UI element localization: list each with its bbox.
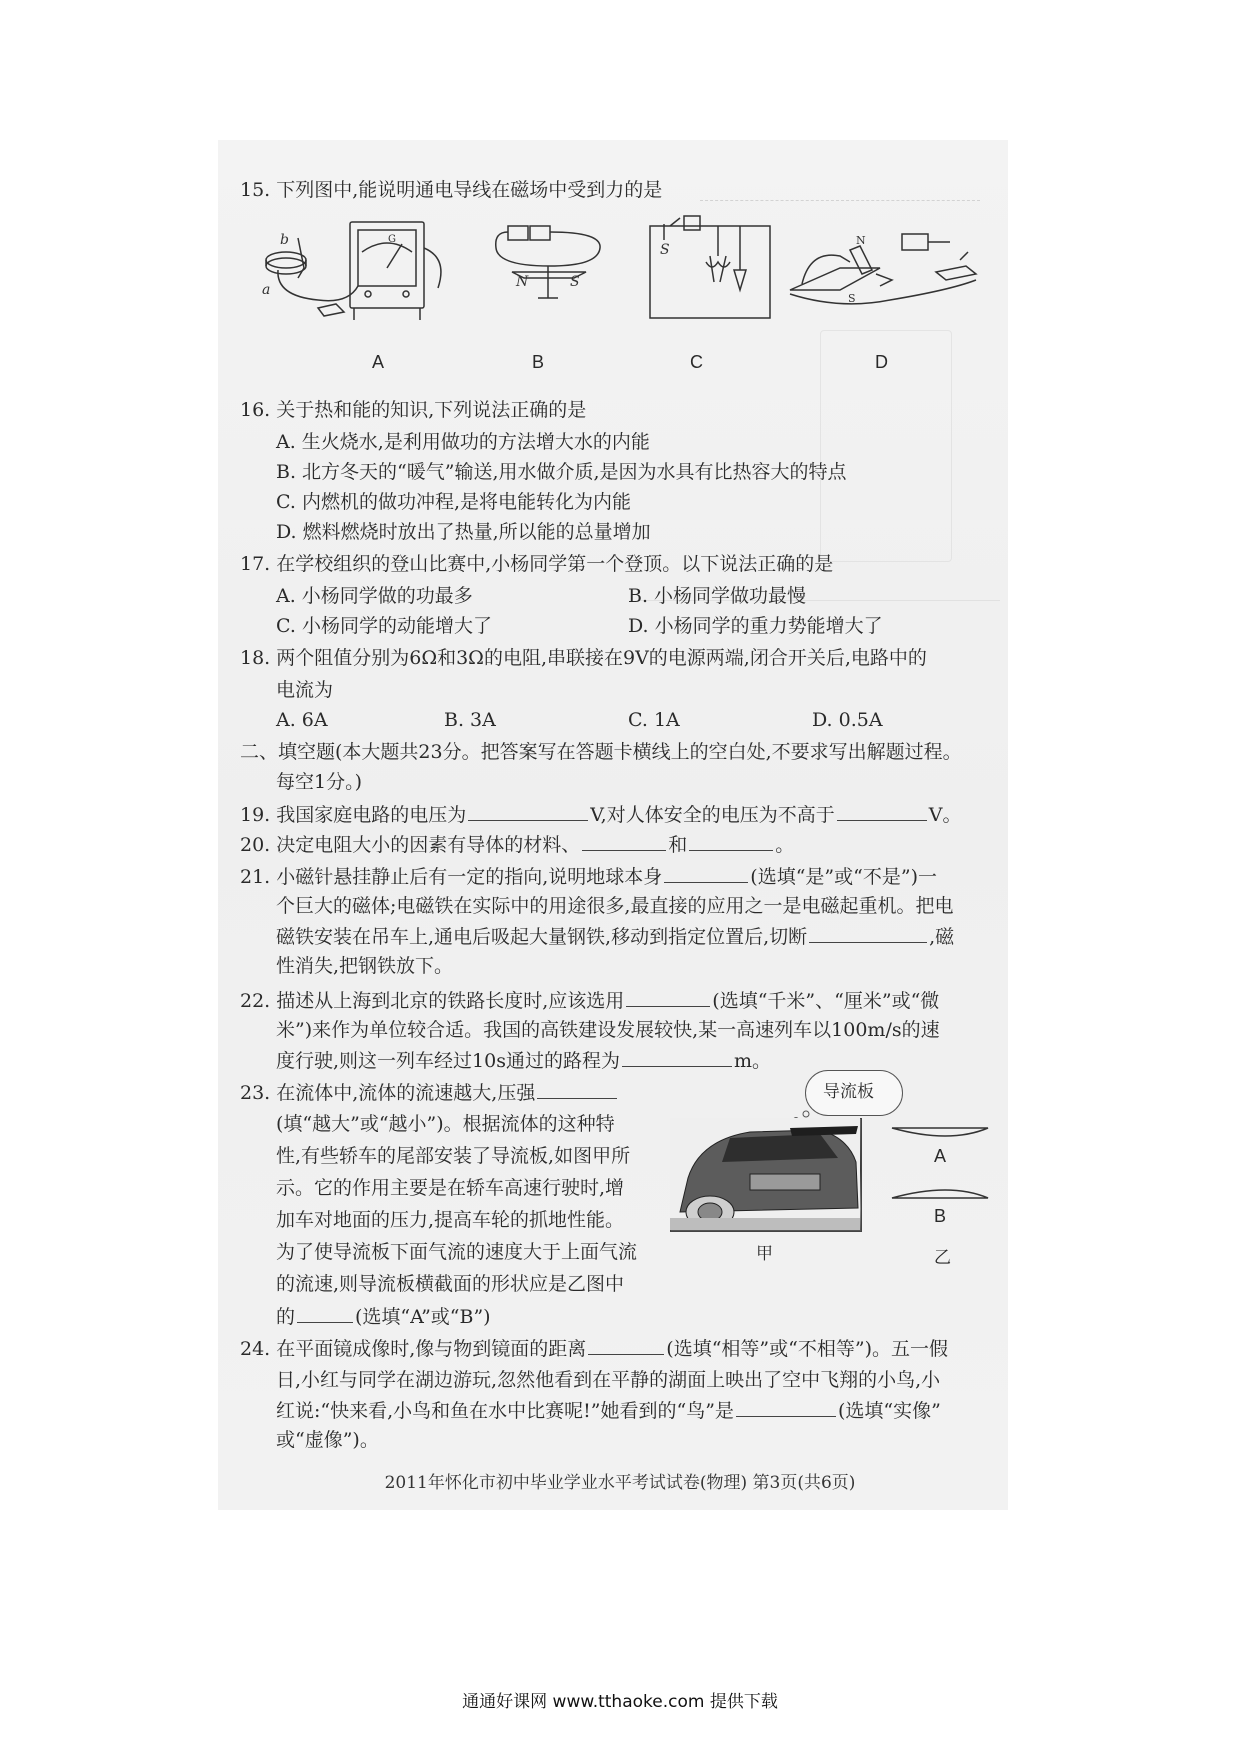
q15-figure-c [640,210,780,325]
q21-text-1a: 21. 小磁针悬挂静止后有一定的指向,说明地球本身 [240,866,663,888]
q22-blank-2 [622,1048,732,1067]
q22-blank-1 [626,988,710,1007]
spoiler-label-b: B [934,1206,947,1226]
q23-text-8b: (选填“A”或“B”) [355,1306,491,1328]
q21-text-3a: 磁铁安装在吊车上,通电后吸起大量钢铁,移动到指定位置后,切断 [276,926,808,948]
section2-heading-line2: 每空1分。) [276,771,363,793]
q23-text-8a: 的 [276,1306,296,1328]
site-download-footer: 通通好课网 www.tthaoke.com 提供下载 [462,1692,778,1712]
car-photo-detail [670,1118,860,1230]
q21-blank-1 [664,864,748,883]
q23-line2: (填“越大”或“越小”)。根据流体的这种特 [276,1113,615,1135]
q20-blank-2 [689,832,773,851]
q23-line3: 性,有些轿车的尾部安装了导流板,如图甲所 [276,1145,631,1167]
q19-text-2: V,对人体安全的电压为不高于 [590,804,835,826]
fig-d-label-s: S [848,292,856,305]
q22-text-3b: m。 [733,1050,771,1072]
q15-figure-a [258,208,458,328]
fig-c-label-s: S [660,242,670,258]
figure-label-jia: 甲 [756,1244,773,1264]
q21-line2: 个巨大的磁体;电磁铁在实际中的用途很多,最直接的应用之一是电磁起重机。把电 [276,895,954,917]
q18-stem-line2: 电流为 [276,679,334,701]
q24-text-1a: 24. 在平面镜成像时,像与物到镜面的距离 [240,1338,587,1360]
fig-a-label-a: a [262,282,271,298]
q20-blank-1 [582,832,666,851]
q15-label-c: C [690,352,703,372]
q24-line3 [276,1398,941,1423]
q18-stem-line1: 18. 两个阻值分别为6Ω和3Ω的电阻,串联接在9V的电源两端,闭合开关后,电路中的 [240,647,927,669]
q15-stem: 15. 下列图中,能说明通电导线在磁场中受到力的是 [240,179,663,201]
q23-line4: 示。它的作用主要是在轿车高速行驶时,增 [276,1177,625,1199]
q19-blank-1 [468,802,588,821]
fig-d-label-n: N [856,234,866,247]
q15-label-a: A [372,352,385,372]
q21-text-3b: ,磁 [929,926,955,948]
q24-text-3a: 红说:“快来看,小鸟和鱼在水中比赛呢!”她看到的“鸟”是 [276,1400,734,1422]
fig-a-label-b: b [280,232,289,248]
q19 [240,802,961,827]
q17-stem: 17. 在学校组织的登山比赛中,小杨同学第一个登顶。以下说法正确的是 [240,553,834,575]
q21-line4: 性消失,把钢铁放下。 [276,955,454,977]
q22-text-3a: 度行驶,则这一列车经过10s通过的路程为 [276,1050,620,1072]
q16-option-d: D. 燃料燃烧时放出了热量,所以能的总量增加 [276,521,651,543]
spoiler-label-a: A [934,1146,947,1166]
q23-line5: 加车对地面的压力,提高车轮的抓地性能。 [276,1209,625,1231]
q23-line7: 的流速,则导流板横截面的形状应是乙图中 [276,1273,625,1295]
q15-figure-d [780,210,990,325]
q17-option-c: C. 小杨同学的动能增大了 [276,615,492,637]
q15-figure-b [490,218,610,318]
q17-option-d: D. 小杨同学的重力势能增大了 [628,615,883,637]
q23-line1 [240,1080,619,1105]
fig-a-label-g: G [388,234,396,245]
q22-text-1b: (选填“千米”、“厘米”或“微 [712,990,940,1012]
q24-text-3b: (选填“实像” [837,1400,941,1422]
spoiler-callout-text: 导流板 [823,1082,874,1102]
q23-text-1: 23. 在流体中,流体的流速越大,压强 [240,1082,536,1104]
q19-text-1: 19. 我国家庭电路的电压为 [240,804,467,826]
q21-line3 [276,924,954,949]
q17-option-b: B. 小杨同学做功最慢 [628,585,807,607]
q19-blank-2 [837,802,927,821]
q24-text-1b: (选填“相等”或“不相等”)。五一假 [666,1338,948,1360]
q21-text-1b: (选填“是”或“不是”)一 [750,866,937,888]
q23-line6: 为了使导流板下面气流的速度大于上面气流 [276,1241,638,1263]
q22-line1 [240,988,939,1013]
q21-blank-2 [809,924,927,943]
exam-page-footer: 2011年怀化市初中毕业学业水平考试试卷(物理) 第3页(共6页) [384,1473,856,1493]
q22-line3 [276,1048,771,1073]
q15-label-b: B [532,352,545,372]
fig-b-label-n: N [516,274,529,290]
q16-stem: 16. 关于热和能的知识,下列说法正确的是 [240,399,587,421]
q16-option-c: C. 内燃机的做功冲程,是将电能转化为内能 [276,491,631,513]
q24-line4: 或“虚像”)。 [276,1429,379,1451]
q18-option-d: D. 0.5A [812,709,883,731]
q24-blank-2 [736,1398,836,1417]
q23-blank-1 [537,1080,617,1099]
fig-b-label-s: S [570,274,580,290]
q22-text-1a: 22. 描述从上海到北京的铁路长度时,应该选用 [240,990,625,1012]
q24-blank-1 [588,1336,664,1355]
spoiler-section-b [890,1178,990,1204]
q24-line1 [240,1336,948,1361]
q16-option-a: A. 生火烧水,是利用做功的方法增大水的内能 [276,431,650,453]
q21-line1 [240,864,937,889]
q20-text-3: 。 [775,834,795,856]
q18-option-a: A. 6A [276,709,328,731]
q18-option-c: C. 1A [628,709,680,731]
section2-heading: 二、填空题(本大题共23分。把答案写在答题卡横线上的空白处,不要求写出解题过程。 [240,741,962,763]
q20-text-1: 20. 决定电阻大小的因素有导体的材料、 [240,834,581,856]
spoiler-section-a [890,1122,990,1148]
q16-option-b: B. 北方冬天的“暖气”输送,用水做介质,是因为水具有比热容大的特点 [276,461,847,483]
q20-text-2: 和 [668,834,688,856]
q15-label-d: D [875,352,888,372]
q22-line2: 米”)来作为单位较合适。我国的高铁建设发展较快,某一高速列车以100m/s的速 [276,1019,940,1041]
q18-option-b: B. 3A [444,709,496,731]
q19-text-3: V。 [928,804,962,826]
q17-option-a: A. 小杨同学做的功最多 [276,585,473,607]
figure-label-yi: 乙 [934,1248,951,1268]
q20 [240,832,794,857]
q23-blank-2 [297,1304,353,1323]
q24-line2: 日,小红与同学在湖边游玩,忽然他看到在平静的湖面上映出了空中飞翔的小鸟,小 [276,1369,941,1391]
q23-line8 [276,1304,491,1329]
